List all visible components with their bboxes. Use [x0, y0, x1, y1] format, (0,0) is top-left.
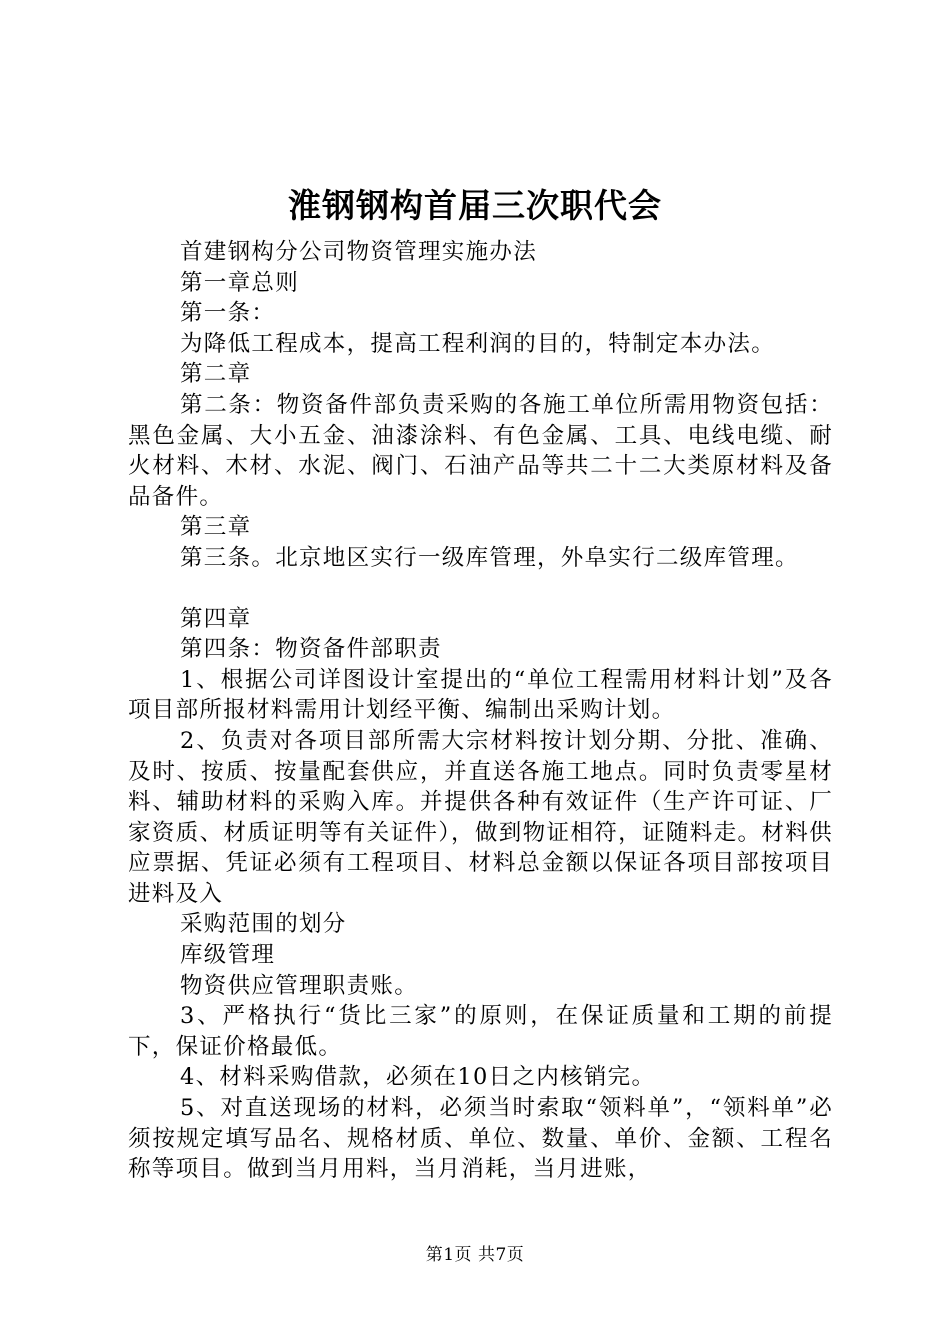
paragraph-item-1: 1、根据公司详图设计室提出的“单位工程需用材料计划”及各项目部所报材料需用计划经平衡、编制出采购计划。: [128, 666, 833, 724]
paragraph-article-4-heading: 第四条：物资备件部职责: [180, 636, 442, 663]
paragraph-article-1-heading: 第一条：: [180, 300, 276, 327]
document-body: [128, 237, 833, 1185]
page-number-footer: 第1页 共7页: [425, 1245, 525, 1265]
paragraph-subtitle: 首建钢构分公司物资管理实施办法: [180, 239, 538, 265]
paragraph-spacer: [128, 574, 833, 604]
paragraph-item-4: 4、材料采购借款，必须在10日之内核销完。: [180, 1064, 656, 1091]
paragraph-article-3: 第三条。北京地区实行一级库管理，外阜实行二级库管理。: [180, 544, 799, 571]
paragraph-item-3: 3、严格执行“货比三家”的原则，在保证质量和工期的前提下，保证价格最低。: [128, 1003, 833, 1060]
paragraph-item-5: 5、对直送现场的材料，必须当时索取“领料单”，“领料单”必须按规定填写品名、规格材质、单位、数量、单价、金额、工程名称等项目。做到当月用料，当月消耗，当月进账，: [128, 1095, 833, 1183]
paragraph-procurement-scope: 采购范围的划分: [180, 911, 347, 938]
paragraph-chapter-3: 第三章: [180, 514, 252, 541]
paragraph-chapter-2: 第二章: [180, 361, 252, 388]
paragraph-warehouse-level: 库级管理: [180, 942, 276, 969]
paragraph-supply-duty: 物资供应管理职责账。: [180, 972, 419, 999]
document-title: 淮钢钢构首届三次职代会: [288, 186, 662, 225]
paragraph-chapter-1: 第一章总则: [180, 269, 300, 296]
paragraph-article-1-text: 为降低工程成本，提高工程利润的目的，特制定本办法。: [180, 330, 776, 357]
paragraph-article-2: 第二条：物资备件部负责采购的各施工单位所需用物资包括：黑色金属、大小五金、油漆涂料、有色金属、工具、电线电缆、耐火材料、木材、水泥、阀门、石油产品等共二十二大类原材料及备品备件。: [128, 391, 833, 510]
paragraph-item-2: 2、负责对各项目部所需大宗材料按计划分期、分批、准确、及时、按质、按量配套供应，并直送各施工地点。同时负责零星材料、辅助材料的采购入库。并提供各种有效证件（生产许可证、厂家资质、材质证明等有关证件），做到物证相符，证随料走。材料供应票据、凭证必须有工程项目、材料总金额以保证各项目部按项目进料及入: [128, 727, 833, 907]
paragraph-chapter-4: 第四章: [180, 605, 252, 632]
